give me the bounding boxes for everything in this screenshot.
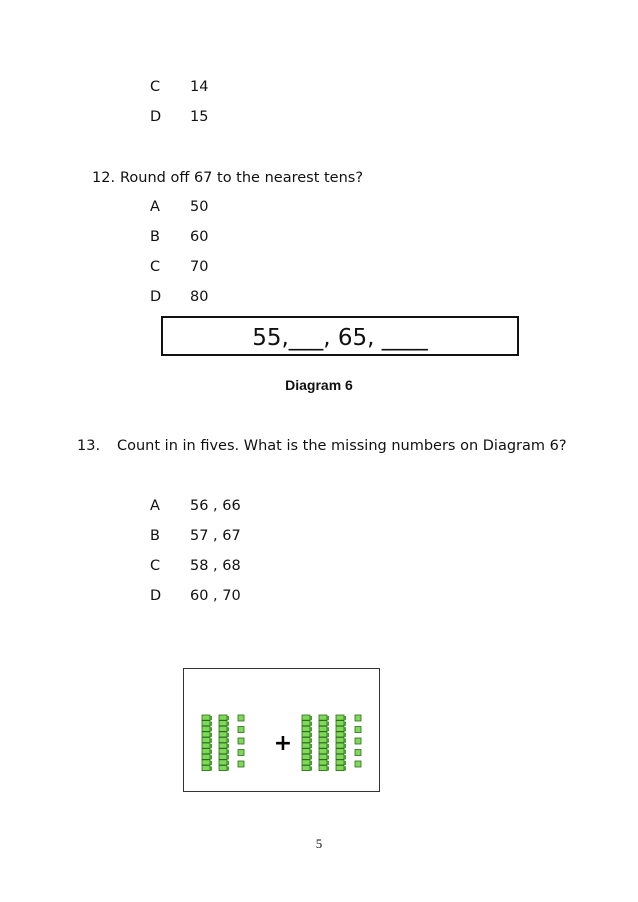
- q12-option-d-letter: D: [150, 289, 162, 305]
- left-one-cube: [238, 715, 244, 721]
- q13-option-d-letter: D: [150, 588, 162, 604]
- question-13-text: Count in in fives. What is the missing numbers on Diagram 6?: [117, 438, 567, 454]
- plus-sign: +: [273, 731, 293, 756]
- right-one-cube: [355, 750, 361, 756]
- right-one-cube: [355, 761, 361, 767]
- left-ten-rod: [202, 715, 212, 771]
- left-one-cube: [238, 761, 244, 767]
- base-ten-blocks-svg: [184, 669, 379, 791]
- diagram-6-box: [161, 316, 519, 356]
- q12-option-b-text: 60: [190, 229, 209, 245]
- page-number: 5: [315, 836, 323, 851]
- left-one-cube: [238, 738, 244, 744]
- q12-option-b-letter: B: [150, 229, 160, 245]
- q13-option-b-text: 57 , 67: [190, 528, 241, 544]
- left-one-cube: [238, 750, 244, 756]
- q12-option-a-text: 50: [190, 199, 209, 215]
- q12-option-a-letter: A: [150, 199, 160, 215]
- right-one-cube: [355, 738, 361, 744]
- q11-option-d-letter: D: [150, 109, 162, 125]
- right-one-cube: [355, 727, 361, 733]
- q12-option-c-letter: C: [150, 259, 161, 275]
- q11-option-d-text: 15: [190, 109, 209, 125]
- right-block-group: [302, 715, 361, 771]
- q13-option-d-text: 60 , 70: [190, 588, 241, 604]
- q12-option-d-text: 80: [190, 289, 209, 305]
- left-ten-rod: [219, 715, 229, 771]
- right-ten-rod: [302, 715, 312, 771]
- question-12-text: Round off 67 to the nearest tens?: [120, 170, 364, 186]
- q11-option-c-text: 14: [190, 79, 209, 95]
- left-block-group: [202, 715, 244, 771]
- question-13-number: 13.: [77, 438, 101, 454]
- q13-option-c-letter: C: [150, 558, 161, 574]
- q13-option-a-text: 56 , 66: [190, 498, 241, 514]
- q11-option-c-letter: C: [150, 79, 161, 95]
- left-one-cube: [238, 727, 244, 733]
- number-sequence: 55,___, 65, ____: [252, 325, 428, 351]
- q13-option-a-letter: A: [150, 498, 160, 514]
- q13-option-b-letter: B: [150, 528, 160, 544]
- right-ten-rod: [319, 715, 329, 771]
- diagram-6-caption: Diagram 6: [285, 377, 353, 393]
- q13-option-c-text: 58 , 68: [190, 558, 241, 574]
- right-ten-rod: [336, 715, 346, 771]
- q12-option-c-text: 70: [190, 259, 209, 275]
- base-ten-blocks-picture: [183, 668, 380, 792]
- right-one-cube: [355, 715, 361, 721]
- question-12-number: 12.: [92, 170, 116, 186]
